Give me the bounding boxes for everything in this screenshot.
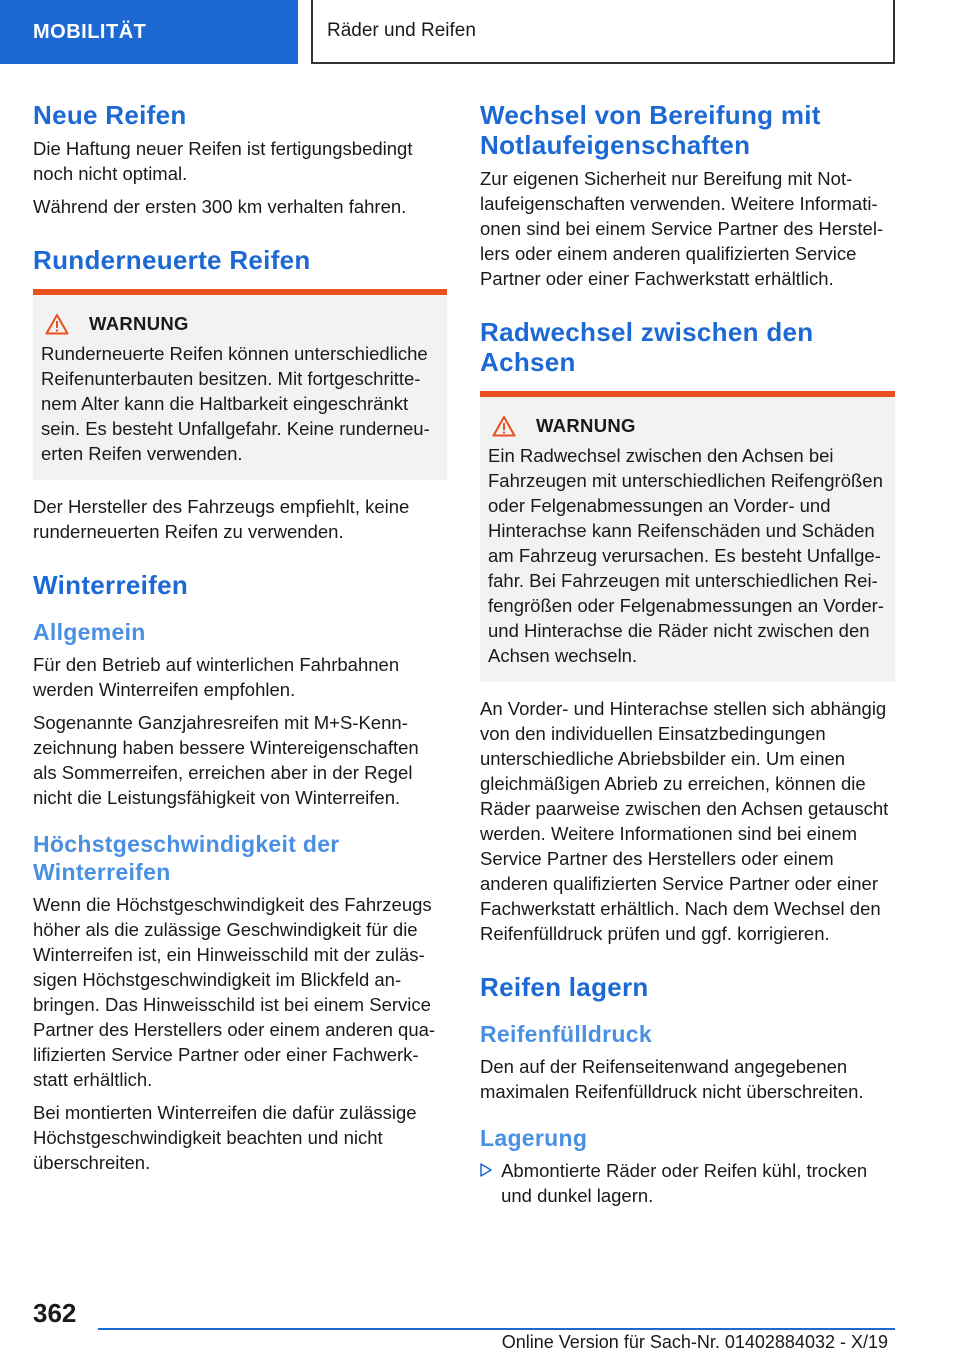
list-item-text: Abmontierte Räder oder Reifen kühl, trocken und dunkel lagern. xyxy=(501,1160,868,1206)
heading-winterreifen: Winterreifen xyxy=(33,570,189,600)
neue-reifen-paragraph-2: Während der ersten 300 km verhalten fahren. xyxy=(33,196,407,217)
warning-triangle-icon xyxy=(45,313,69,335)
warning-triangle-icon xyxy=(492,415,516,437)
list-item xyxy=(480,1158,895,1208)
warning-header xyxy=(488,415,887,437)
subheading-allgemein: Allgemein xyxy=(33,619,146,645)
footer-divider xyxy=(98,1328,895,1330)
warning-box-runderneuerte xyxy=(33,289,447,480)
radwechsel-paragraph-1: An Vorder- und Hinterachse stellen sich abhängig von den individuellen Einsatzbedingungen unterschiedliche Abriebsbilder ein. Um einen gleichmäßigen Abrieb zu erreichen, können die Räder paarweise zwischen den Achsen getauscht werden. Weitere Informationen sind bei einem Service Partner des Herstellers oder einem anderen qualifizierten Service Partner oder einer Fachwerkstatt erhältlich. Nach dem Wechsel den Reifenfülldruck prüfen und ggf. korrigieren. xyxy=(480,698,889,944)
right-column xyxy=(480,100,895,1208)
subheading-reifenfuelldruck: Reifenfülldruck xyxy=(480,1021,652,1047)
fuelldruck-paragraph-1: Den auf der Reifenseitenwand angegebenen maximalen Reifenfülldruck nicht überschreiten. xyxy=(480,1056,864,1102)
heading-notlauf: Wechsel von Bereifung mit Notlaufeigenschaften xyxy=(480,100,821,160)
heading-neue-reifen: Neue Reifen xyxy=(33,100,187,130)
hoechst-paragraph-1: Wenn die Höchstgeschwindigkeit des Fahrzeugs höher als die zulässige Geschwindigkeit für die Winterreifen ist, ein Hinweisschild mit der zulässigen Höchstgeschwindigkeit im Blickfeld anbringen. Das Hinweisschild ist bei einem Service Partner des Herstellers oder einem anderen qualifizierten Service Partner oder einer Fachwerkstatt erhältlich. xyxy=(33,894,436,1090)
allgemein-paragraph-1: Für den Betrieb auf winterlichen Fahrbahnen werden Winterreifen empfohlen. xyxy=(33,654,400,700)
allgemein-paragraph-2: Sogenannte Ganzjahresreifen mit M+S-Kennzeichnung haben bessere Wintereigenschaften als Sommerreifen, erreichen aber in der Regel nicht die Leistungsfähigkeit von Winterreifen. xyxy=(33,712,419,808)
footer-online-version: Online Version für Sach-Nr. 01402884032 - X/19 xyxy=(501,1332,888,1352)
runderneuerte-paragraph-1: Der Hersteller des Fahrzeugs empfiehlt, keine runderneuerten Reifen zu verwenden. xyxy=(33,496,410,542)
notlauf-paragraph-1: Zur eigenen Sicherheit nur Bereifung mit Notlaufeigenschaften verwenden. Weitere Informationen sind bei einem Service Partner des Herstellers oder einem anderen qualifizierten Service Partner oder einer Fachwerkstatt erhältlich. xyxy=(480,168,884,289)
chapter-title: Räder und Reifen xyxy=(311,0,895,64)
heading-runderneuerte-reifen: Runderneuerte Reifen xyxy=(33,245,311,275)
warning-text: Ein Radwechsel zwischen den Achsen bei Fahrzeugen mit unterschiedlichen Reifengrößen oder Felgenabmessungen an Vorder- und Hinterachse kann Reifenschäden und Schäden am Fahrzeug verursachen. Es besteht Unfallgefahr. Bei Fahrzeugen mit unterschiedlichen Reifengrößen oder Felgenabmessungen an Vorder- und Hinterachse die Räder nicht zwischen den Achsen wechseln. xyxy=(488,445,884,666)
subheading-hoechstgeschwindigkeit: Höchstgeschwindigkeit der Winterreifen xyxy=(33,831,340,885)
heading-reifen-lagern: Reifen lagern xyxy=(480,972,649,1002)
neue-reifen-paragraph-1: Die Haftung neuer Reifen ist fertigungsbedingt noch nicht optimal. xyxy=(33,138,413,184)
warning-text: Runderneuerte Reifen können unterschiedliche Reifenunterbauten besitzen. Mit fortgeschrittenem Alter kann die Haltbarkeit eingeschränkt sein. Es besteht Unfallgefahr. Keine runderneuerten Reifen verwenden. xyxy=(41,343,430,464)
heading-radwechsel: Radwechsel zwischen den Achsen xyxy=(480,317,814,377)
page-number: 362 xyxy=(33,1298,77,1328)
bullet-triangle-icon xyxy=(480,1158,501,1208)
warning-box-radwechsel xyxy=(480,391,895,682)
warning-label: WARNUNG xyxy=(536,415,636,436)
subheading-lagerung: Lagerung xyxy=(480,1125,588,1151)
warning-header xyxy=(41,313,439,335)
left-column xyxy=(33,100,447,1183)
hoechst-paragraph-2: Bei montierten Winterreifen die dafür zulässige Höchstgeschwindigkeit beachten und nicht überschreiten. xyxy=(33,1102,417,1173)
section-tab: MOBILITÄT xyxy=(0,0,298,64)
warning-label: WARNUNG xyxy=(89,313,189,334)
